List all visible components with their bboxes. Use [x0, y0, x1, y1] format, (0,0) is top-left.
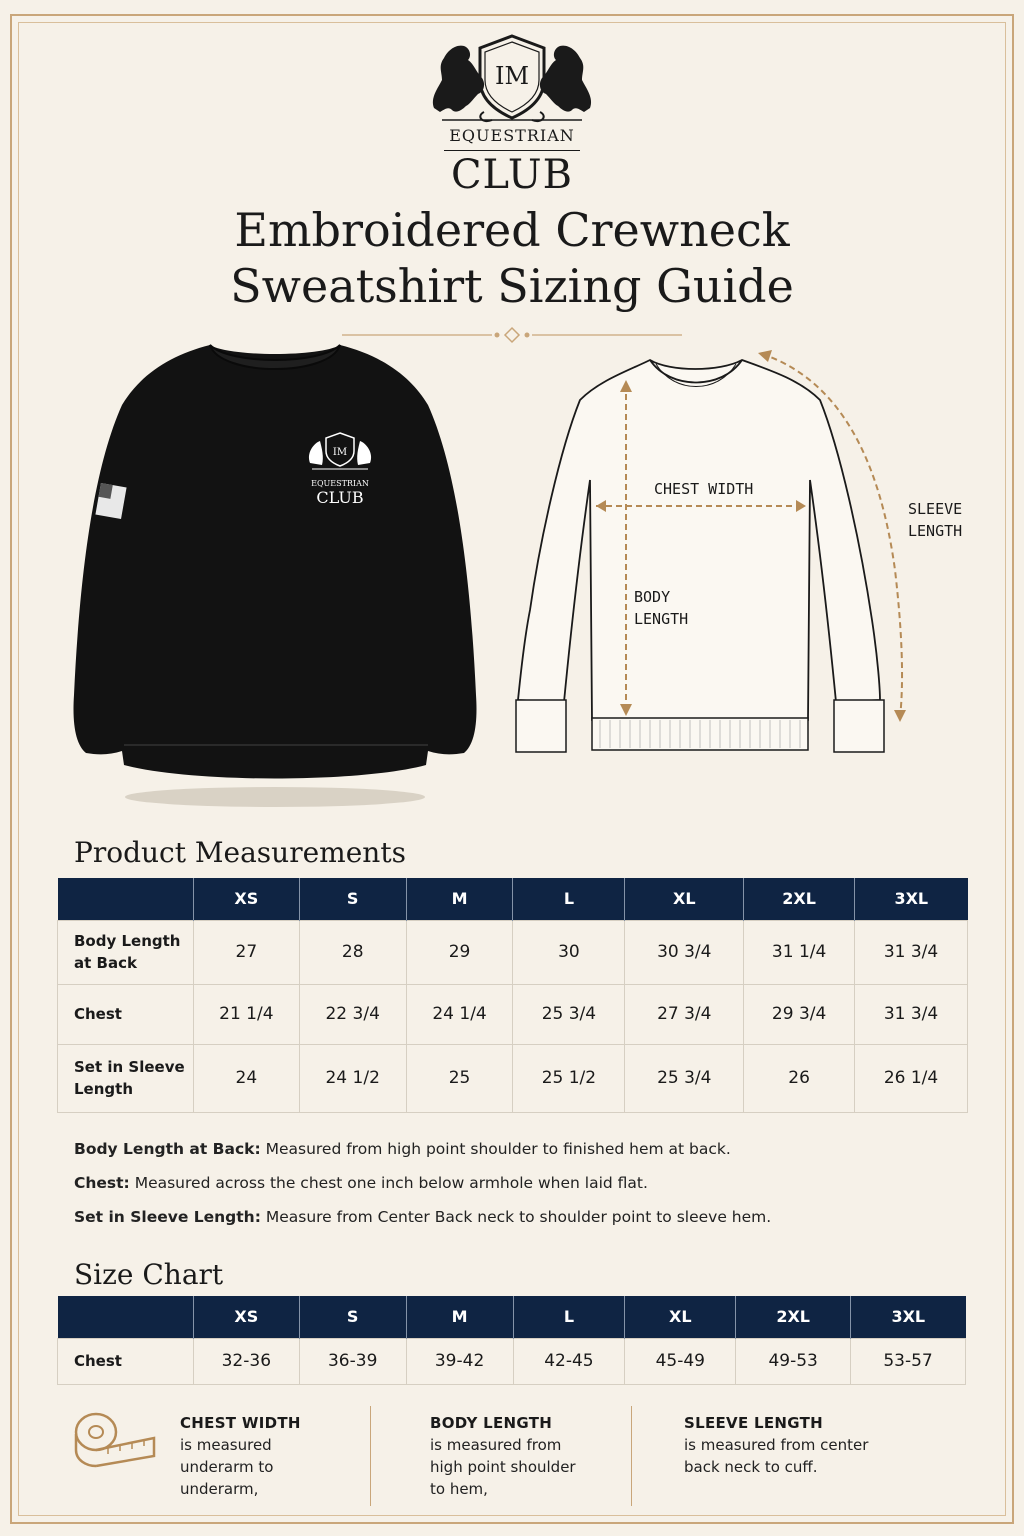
footer-text-line: high point shoulder — [430, 1458, 576, 1476]
size-header: S — [299, 878, 406, 920]
table-row — [58, 1338, 966, 1384]
table-cell: 39-42 — [406, 1338, 513, 1384]
footer-text-line: to hem, — [430, 1480, 488, 1498]
header-blank — [58, 1296, 194, 1338]
svg-text:EQUESTRIAN: EQUESTRIAN — [311, 479, 369, 488]
footer-body-length-heading: BODY LENGTH — [430, 1414, 553, 1432]
size-header: L — [513, 878, 625, 920]
note-body-length: Body Length at Back: Measured from high point shoulder to finished hem at back. — [74, 1140, 731, 1158]
table-cell: 25 3/4 — [513, 984, 625, 1044]
row-label: Chest — [58, 984, 194, 1044]
table-cell: 29 3/4 — [744, 984, 855, 1044]
table-cell: 22 3/4 — [299, 984, 406, 1044]
table-cell: 21 1/4 — [193, 984, 299, 1044]
size-header: XL — [625, 878, 744, 920]
table-cell: 32-36 — [193, 1338, 299, 1384]
table-cell: 25 1/2 — [513, 1044, 625, 1112]
table-cell: 31 1/4 — [744, 920, 855, 984]
product-measurements-table — [57, 878, 968, 1113]
note-sleeve: Set in Sleeve Length: Measure from Center Back neck to shoulder point to sleeve hem. — [74, 1208, 772, 1226]
footer-sleeve-length-heading: SLEEVE LENGTH — [684, 1414, 824, 1432]
table-cell: 26 1/4 — [855, 1044, 968, 1112]
table-cell: 26 — [744, 1044, 855, 1112]
title-line-2: Sweatshirt Sizing Guide — [230, 259, 794, 313]
title-line-1: Embroidered Crewneck — [234, 203, 790, 257]
table-header-row — [58, 878, 968, 920]
table-cell: 25 3/4 — [625, 1044, 744, 1112]
body-length-label-line-1: BODY — [634, 588, 671, 606]
table-cell: 25 — [406, 1044, 513, 1112]
table-cell: 30 — [513, 920, 625, 984]
note-chest: Chest: Measured across the chest one inch below armhole when laid flat. — [74, 1174, 648, 1192]
table-cell: 42-45 — [513, 1338, 625, 1384]
footer-sleeve-length — [684, 1412, 868, 1478]
footer-text-line: is measured — [180, 1436, 272, 1454]
horse-left-icon — [433, 46, 484, 112]
size-chart-table — [57, 1296, 966, 1385]
size-chart-title: Size Chart — [74, 1258, 224, 1291]
table-row — [58, 920, 968, 984]
sleeve-length-label — [908, 498, 962, 542]
size-header: M — [406, 1296, 513, 1338]
table-cell: 24 — [193, 1044, 299, 1112]
tape-measure-icon — [74, 1410, 160, 1468]
size-header: L — [513, 1296, 625, 1338]
brand-divider — [444, 150, 580, 151]
size-header: XL — [625, 1296, 736, 1338]
table-cell: 24 1/2 — [299, 1044, 406, 1112]
table-cell: 36-39 — [299, 1338, 406, 1384]
table-row — [58, 1044, 968, 1112]
svg-text:IM: IM — [332, 447, 348, 458]
row-label: Body Length at Back — [58, 920, 194, 984]
body-length-label — [634, 586, 688, 630]
table-cell: 45-49 — [625, 1338, 736, 1384]
page-title — [80, 202, 944, 314]
table-cell: 24 1/4 — [406, 984, 513, 1044]
table-cell: 53-57 — [851, 1338, 966, 1384]
table-cell: 49-53 — [736, 1338, 851, 1384]
size-header: XS — [193, 1296, 299, 1338]
product-measurements-title: Product Measurements — [74, 836, 406, 869]
sleeve-length-label-line-2: LENGTH — [908, 522, 963, 540]
footer-chest-width — [180, 1412, 301, 1500]
footer-divider — [631, 1406, 632, 1506]
table-cell: 30 3/4 — [625, 920, 744, 984]
body-length-label-line-2: LENGTH — [634, 610, 689, 628]
sweatshirt-photo — [60, 335, 490, 815]
table-row — [58, 984, 968, 1044]
footer-text-line: underarm, — [180, 1480, 259, 1498]
footer-text-line: is measured from center — [684, 1436, 869, 1454]
size-header: 3XL — [855, 878, 968, 920]
table-cell: 27 3/4 — [625, 984, 744, 1044]
footer-text-line: underarm to — [180, 1458, 274, 1476]
sleeve-length-label-line-1: SLEEVE — [908, 500, 963, 518]
row-label: Set in Sleeve Length — [58, 1044, 194, 1112]
horse-right-icon — [540, 46, 591, 112]
brand-club: CLUB — [450, 152, 574, 198]
header-blank — [58, 878, 194, 920]
chest-width-label: CHEST WIDTH — [654, 480, 754, 498]
brand-equestrian: EQUESTRIAN — [449, 126, 575, 145]
size-header: 2XL — [744, 878, 855, 920]
footer-text-line: back neck to cuff. — [684, 1458, 818, 1476]
footer-body-length — [430, 1412, 576, 1500]
table-cell: 31 3/4 — [855, 920, 968, 984]
table-cell: 27 — [193, 920, 299, 984]
table-cell: 31 3/4 — [855, 984, 968, 1044]
size-header: M — [406, 878, 513, 920]
size-header: S — [299, 1296, 406, 1338]
table-cell: 28 — [299, 920, 406, 984]
footer-divider — [370, 1406, 371, 1506]
row-label: Chest — [58, 1338, 194, 1384]
footer-chest-width-heading: CHEST WIDTH — [180, 1414, 301, 1432]
size-header: XS — [193, 878, 299, 920]
table-cell: 29 — [406, 920, 513, 984]
size-header: 2XL — [736, 1296, 851, 1338]
svg-text:CLUB: CLUB — [316, 488, 364, 507]
table-header-row — [58, 1296, 966, 1338]
flag-patch-icon — [95, 483, 126, 519]
footer-text-line: is measured from — [430, 1436, 562, 1454]
logo-monogram: IM — [494, 62, 530, 90]
size-header: 3XL — [851, 1296, 966, 1338]
measurement-diagram — [500, 340, 980, 780]
